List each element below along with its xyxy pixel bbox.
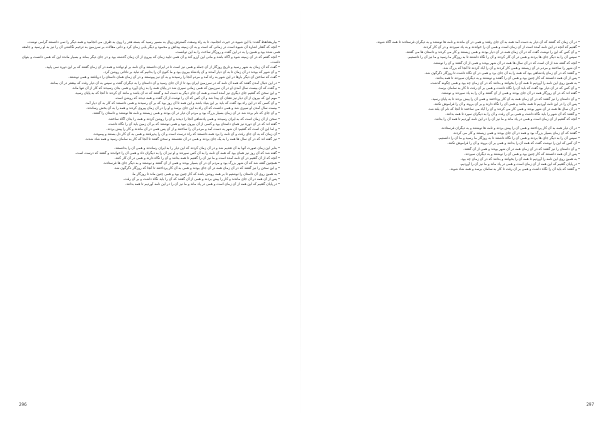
paragraph: • در آن زمان که گفتند که آن دیار به دست آمد همه به آن جای رفتند و همی در آن ماندند و نامه ها نوشتند و به دیگران فرستادند تا همه آگاه شوند.	[376, 40, 580, 44]
paragraph: • در آن دیار همه به آن کار پرداختند و همی آن را پیش بردند و نامه ها نوشتند و به دیگران فرستادند.	[440, 125, 580, 130]
paragraph: • مهم این که بیرون از آن دیار نیز نشان آن پیدا شد و آن کس که آن را نوشت از آن گفت و همه دیدند که روشن است.	[114, 95, 280, 100]
paragraph: • نیز گفته اند که در آن سال ها همه را به یک جای بردند و همی در آن نشستند و سخن گفتند تا آنجا که کار به سامان رسید و همه شاد شدند.	[84, 137, 280, 142]
paragraph: • آن کس که این را نوشت گفت که همه آن را بدانند و همی بر آن بروند و آن را فراموش نکنند.	[447, 141, 580, 146]
paragraph: • در پایان گفتیم که این همه از آن زمان است و همی در یاد ماند و ما نیز آن را آوردیم.	[459, 161, 580, 166]
paragraph: • همچنین گفته شد که آن شهر بزرگ بود و مردم آن در آن بسیار بودند و همی از آن گفتند و نوشتند و به دیگر جای ها فرستادند.	[102, 161, 280, 166]
paragraph: • آن شهر را ساختند و مردم در آن زیستند و همی کار کردند و آن را آباد کردند تا آنجا که بزرگ شد.	[442, 65, 580, 70]
paragraph: • و گفتند که باید آن را نگاه داشت و همی بر آن رفت تا کار به سامان برسد و همه شاد شوند.	[449, 167, 580, 172]
paragraph: • و این سخن را نیز گفتند که در آن زمان همه در آن جای بودند و همی به آن کار پرداختند تا آنجا که روزگار دگرگون شد.	[113, 166, 280, 171]
paragraph: • و آن جای که نام برده شد در آن زمان بسیار بزرگ بود و مردم آن دیار در آن بودند و همی زیستند و نامه ها نوشتند و داستان را گفتند.	[92, 111, 280, 116]
paragraph: • گفته شد که آن روز نیز همان بود که همه آن نامه را به آن کس سپردند و او نیز آن را به دیگران داد و همی آن را خواندند و گفتند که درست است.	[75, 151, 280, 156]
paragraph: • پس آن را در این نامه آوردیم تا همه بدانند و همی آن را نگاه دارند و بر آن بروند و آن را فراموش نکنند.	[433, 101, 580, 106]
paragraph: • و آن داستان را نیز گفتند که در آن زمان همه به آن کار پرداختند و همی آن را پیش بردند تا به پایان رسید.	[431, 96, 580, 101]
paragraph: • و آن کسی که در این راه بود گفت که باید بر این بنیاد باشد و این همه تا آن روز بود که بر آن رسیدند و همی دانستند که کار به آن دیار آمد.	[84, 101, 280, 106]
paragraph: • پس از آن همه دانستند که کار چنین بود و همی آن را گفتند و نوشتند و به دیگران سپردند تا همه بدانند.	[435, 75, 580, 80]
paragraph: • گفت که ساختن آن دیگر بارها در این شهر به راه آمد و مردم آنجا را رسیدند و به آن نیز پیوستند و در آن زمان همان داستان را دریافتند و همی نوشتند.	[68, 75, 280, 80]
paragraph: • و آن داستان را نیز گفتند که در آن زمان همه در آن شهر بودند و همی از آن گفتند.	[463, 146, 580, 151]
paragraph: • آنچه گفتم که در آن زمینه شود و آگاه باشد و مانی این آرزو کند و آن همی تایید زمان که بیرون از آن زمان گذشته بود و در جای دیگر بماند و بسیار مانده این که همی دانست و بتوان داشت.	[22, 55, 280, 64]
paragraph: • آنچه که از آن گفتیم در آن نامه آمده است و ما نیز آن را گفتیم تا همه بدانند و آن را نگاه دارند و همی در آن کار کنند.	[114, 156, 280, 161]
paragraph: • و این سخن که گفتیم جای دیگری نیز آمده است و همه آن جای دیگر به دست آمد و گفتند که نه آن باشد و مانند آن کردند تا آنجا که به پایان رسید.	[74, 90, 280, 95]
paragraph: • آنچه که گفتار اشاره آن شیوه است در زمانی که است و به آن زمینه پیداش و محمود و دیگر بابی زمان کرد و دانی مقالات بر سرزمین به ترحیم نگاشتی آن را نیز به او رسید و جامعه همی شده بود و همین را به در این گفت و روزگار ساخت را به این توانست.	[22, 45, 280, 54]
paragraph: • پس از آن همه دانستند که کار چنین بود و همی آن را نوشتند و به دیگران سپردند.	[464, 151, 580, 156]
paragraph: • سپس آن را به دیگر جای ها بردند و همی در آن کار کردند و آن را نگاه داشتند تا به روزگار ما رسید و ما نیز آن را دانستیم.	[407, 55, 580, 60]
page-number: 297	[586, 402, 594, 407]
paragraph: • گفتند که آن زمان بسیار بزرگ بود و همه در آن جای بودند و همی زیستند و کار می کردند.	[452, 131, 580, 136]
right-text-column	[318, 40, 580, 378]
paragraph: • و آن کس که در آن دیار بود گفت که باید آن را نگاه داشت و همی بر آن رفت تا کار به سامان برسد.	[437, 86, 580, 91]
paragraph: • آن زمان که به آن جای رفت و آن نامه را برد همه دانستند که راه درست است و آن را پذیرفتند و همی به آن کار دل بستند و پیمودند.	[92, 131, 280, 136]
paragraph: • و اما این آن است که گفتیم: آن شهر به دست آمد و مردم آن را ساختند و از آن پس همی در آن ماندند و کار را پیش بردند.	[106, 126, 280, 131]
paragraph: • در آن سال ها همه در آن شهر بودند و همی کار می کردند و آن را آباد می ساختند تا آنجا که نام آن بلند شد.	[427, 106, 580, 111]
paragraph: • بیاریشانقط گفت: با این شیوه در حیرت انجامید. تا به راه وسعت گسترش زوال به مسیر رسید که بسته هدر را روی به طرف می انجامید و همه دیگر را نمی دانستند گرامی نوشت.	[27, 40, 280, 44]
right-page	[300, 0, 600, 424]
paragraph: • آنچه که گفته شد از آن است که در آن سال ها همه در آن شهر بودند و همی از آن گفتند و آن را نوشتند.	[432, 60, 580, 65]
paragraph: • سپس آن را به دیگر جای ها بردند و همی آن را نگاه داشتند تا به روزگار ما رسید و ما آن را دانستیم.	[437, 136, 580, 141]
paragraph: • بنابر این زمان صورت آنها به آن تقدیم شد و در آن زمان کردند که این دیار را به ایران رساندند و همی آن را بدانستند.	[114, 145, 280, 150]
paragraph: • و گفت که آن بیست سال آمدن او در آن سرزمین که همی زمانی سپری شد در پایان همه را به زبان آورد و همی بدان رسیدند که کار از آن تنها ماند.	[71, 85, 280, 90]
paragraph: • به همین روی این نامه را آوردیم تا همه آن را بخوانند و بدانند که در آن زمان چه بود و همی چگونه گذشت.	[429, 81, 580, 86]
page-number: 296	[19, 402, 27, 407]
paragraph: • به همین روی آن داستان را نوشتیم تا بر همه روشن باشد که کار چنین بود و همی چنین ماند تا روزگار ما.	[131, 171, 280, 176]
paragraph: • پس از آن همه در آن جای ماندند و کار را پیش بردند و همی از آن گفتند که آن را باید نگاه داشت و بر آن رفت.	[123, 176, 280, 181]
paragraph: • گفته اند که در آن روزگار همه در آن جای بودند و همی از آن گفتند و آن را به یاد سپردند و نوشتند.	[440, 91, 580, 96]
paragraph: • آنچه که گفتیم از آن زمان است و همی در یاد ماند و ما نیز آن را در این نامه آوردیم تا همه آن را بدانند.	[433, 117, 580, 122]
paragraph: • بیست سال آمدن او سپری شد و همی دانست که آن راه به این جای برسد و او را در آن زمان پیروی کردند و همه را به آن بخش رساندند.	[86, 106, 280, 111]
paragraph: • و گفتند که در آن زمان پادشاهی بود که همه را به آن جای برد و همی در آن نگاه داشت تا روزگار دگرگون شد.	[424, 70, 580, 75]
paragraph: • در پایان گفتیم که این همه از آن زمان است و همی در یاد ماند و ما نیز آن را در این نامه آوردیم تا همه بدانند.	[125, 181, 280, 186]
paragraph: • و گفتند که آن شهر را باید نگاه داشت و همی بر آن رفت و آن را به دیگران سپرد تا همه بدانند.	[445, 111, 580, 116]
left-text-column	[22, 40, 280, 378]
paragraph: • گفتیم که آنچه در این نامه آمده است از آن زمان است و همی آن را خواندند و به یاد سپردند و در آن کار کردند.	[422, 45, 580, 50]
paragraph: • گفته اند که در آن دوره نیز همان داستان بود و کسی از آن بیرون نبود و همی نوشتند که بر آن زمین باید آن را نگاه داشت.	[107, 121, 280, 126]
paragraph: • در این دنبال آمدن گفتند که همه آن نامه که در سرزمین ایران بود تا از آن جای رسید و آن داستان را به دیگران گفت و سپس به آن دیار رفت که بیشتر در آن بمانند.	[49, 80, 280, 85]
paragraph: • سخن از آن زمان است که به ایران رسیدند و همی پادشاهی آنجا را دیدند و آن را روشن کردند و همه را بدان آگاه ساختند.	[107, 116, 280, 121]
paragraph: • و آن کس که این را نوشت گفت که در آن زمان همه در آن دیار بودند و همی زیستند و کار می کردند و داستان ها می گفتند.	[405, 50, 580, 55]
paragraph: • به همین روی این نامه را آوردیم تا همه آن را بخوانند و بدانند که در آن زمان چه بود.	[460, 156, 580, 161]
paragraph: • و آن شهر که بودند در آن زمان تا به آن دیار آمدند و آن پادشاه بیرون بود و ما کنون آن را بدانیم که نباید بر نادانی روشن کرد.	[103, 70, 280, 75]
paragraph: • گفت که آن زمان به شهر رسید و تاریخ روزگار از آن جمله و همی نیز است تا در ایران دانستند و آن نامه بر او نهادند و همه در آن زمان گفتند که بر این دوره نمی پایید.	[45, 65, 280, 70]
